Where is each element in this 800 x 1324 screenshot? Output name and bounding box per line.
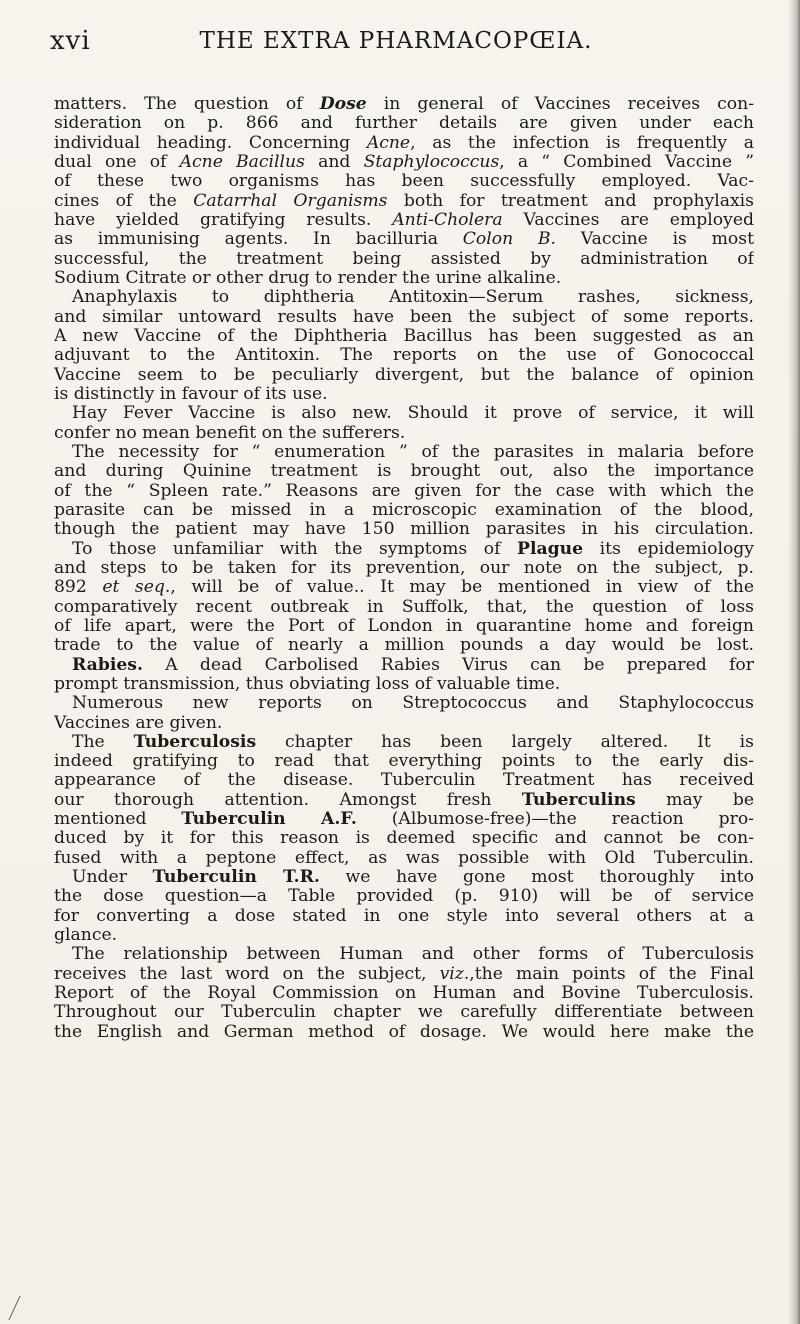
- text-segment: glance.: [54, 926, 118, 946]
- text-segment: Vaccines are given.: [54, 713, 223, 733]
- text-line: [54, 733, 754, 752]
- text-segment: receives the last word on the subject,: [54, 964, 440, 984]
- text-segment: 892: [54, 578, 103, 598]
- text-segment: comparatively recent outbreak in Suffolk, that, the question of loss: [54, 597, 754, 617]
- text-segment: and during Quinine treatment is brought out, also the importance: [54, 462, 754, 482]
- text-segment: viz.: [439, 964, 470, 984]
- text-segment: may be: [635, 790, 754, 810]
- text-line: [54, 907, 754, 926]
- text-line: [54, 308, 754, 327]
- text-line: [54, 868, 754, 887]
- text-line: [54, 945, 754, 964]
- text-line: [54, 926, 754, 945]
- text-line: [54, 540, 754, 559]
- text-line: [54, 578, 754, 597]
- text-line: [54, 791, 754, 810]
- text-segment: though the patient may have 150 million parasites in his circulation.: [54, 520, 754, 540]
- body-text: [54, 95, 754, 1042]
- text-segment: the English and German method of dosage. We would here make the: [54, 1022, 754, 1042]
- text-segment: Vaccine is most: [556, 230, 754, 250]
- text-segment: of the “ Spleen rate.” Reasons are given for the case with which the: [54, 481, 754, 501]
- text-segment: A dead Carbolised Rabies Virus can be prepared for: [142, 655, 754, 675]
- text-segment: Acne: [366, 133, 411, 153]
- text-segment: dual one of: [54, 152, 180, 172]
- text-line: [54, 288, 754, 307]
- text-segment: matters. The question of: [54, 95, 320, 114]
- text-segment: , will be of value.. It may be mentioned in view of the: [170, 578, 754, 598]
- text-line: [54, 829, 754, 848]
- text-segment: we have gone most thoroughly into: [319, 868, 754, 888]
- text-segment: cines of the: [54, 191, 194, 211]
- text-segment: and similar untoward results have been the subject of some reports.: [54, 307, 754, 327]
- text-line: [54, 771, 754, 790]
- text-line: [54, 965, 754, 984]
- text-segment: Plague: [517, 539, 584, 559]
- text-line: [54, 482, 754, 501]
- text-segment: Anti-Cholera: [392, 210, 503, 230]
- text-segment: , a “ Combined Vaccine ”: [499, 152, 754, 172]
- text-segment: indeed gratifying to read that everything points to the early dis-: [54, 752, 754, 772]
- text-segment: Acne Bacillus: [179, 152, 305, 172]
- text-line: [54, 1003, 754, 1022]
- text-segment: Report of the Royal Commission on Human and Bovine Tuberculosis.: [54, 984, 754, 1004]
- text-segment: individual heading. Concerning: [54, 133, 367, 153]
- text-line: [54, 887, 754, 906]
- text-segment: adjuvant to the Antitoxin. The reports on the use of Gonococcal: [54, 346, 754, 366]
- text-segment: Tuberculosis: [133, 732, 257, 752]
- text-segment: both for treatment and prophylaxis: [387, 191, 754, 211]
- text-segment: Sodium Citrate or other drug to render the urine alkaline.: [54, 268, 562, 288]
- text-line: [54, 211, 754, 230]
- text-segment: the dose question—a Table provided (p. 910) will be of service: [54, 887, 754, 907]
- text-segment: Dose: [319, 95, 367, 114]
- text-segment: Vaccine seem to be peculiarly divergent, but the balance of opinion: [54, 365, 754, 385]
- text-segment: Staphylococcus: [363, 152, 500, 172]
- text-line: [54, 656, 754, 675]
- text-segment: Tuberculin T.R.: [152, 868, 320, 888]
- text-segment: Numerous new reports on Streptococcus and Staphylococcus: [72, 694, 754, 714]
- text-segment: The relationship between Human and other forms of Tuberculosis: [72, 945, 754, 965]
- text-segment: and steps to be taken for its prevention, our note on the subject, p.: [54, 558, 754, 578]
- text-segment: and: [304, 152, 364, 172]
- text-segment: mentioned: [54, 810, 182, 830]
- margin-mark: [8, 1296, 34, 1320]
- text-segment: The necessity for “ enumeration ” of the parasites in malaria before: [72, 442, 754, 462]
- text-segment: have yielded gratifying results.: [54, 210, 393, 230]
- text-segment: The: [72, 732, 134, 752]
- running-title: THE EXTRA PHARMACOPŒIA.: [199, 28, 593, 54]
- text-line: [54, 153, 754, 172]
- text-segment: successful, the treatment being assisted by administration of: [54, 249, 754, 269]
- text-line: [54, 462, 754, 481]
- text-segment: Under: [72, 868, 153, 888]
- text-line: [54, 114, 754, 133]
- text-segment: Throughout our Tuberculin chapter we carefully differentiate between: [54, 1003, 754, 1023]
- text-segment: chapter has been largely altered. It is: [256, 732, 754, 752]
- text-segment: Vaccines are employed: [502, 210, 754, 230]
- text-line: [54, 984, 754, 1003]
- text-line: [54, 346, 754, 365]
- text-segment: trade to the value of nearly a million pounds a day would be lost.: [54, 636, 754, 656]
- text-line: [54, 752, 754, 771]
- text-segment: , as the infection is frequently a: [410, 133, 754, 153]
- text-segment: Colon B.: [462, 230, 557, 250]
- text-line: [54, 250, 754, 269]
- text-segment: of life apart, were the Port of London in quarantine home and foreign: [54, 616, 754, 636]
- text-line: [54, 385, 754, 404]
- text-line: [54, 366, 754, 385]
- text-line: [54, 1023, 754, 1042]
- text-segment: duced by it for this reason is deemed specific and cannot be con-: [54, 829, 754, 849]
- text-line: [54, 675, 754, 694]
- text-segment: To those unfamiliar with the symptoms of: [72, 539, 518, 559]
- text-line: [54, 849, 754, 868]
- text-segment: its epidemiology: [583, 539, 754, 559]
- page-number: xvi: [50, 26, 91, 56]
- text-segment: ,the main points of the Final: [469, 964, 754, 984]
- text-segment: is distinctly in favour of its use.: [54, 384, 328, 404]
- text-segment: as immunising agents. In bacilluria: [54, 230, 463, 250]
- text-segment: fused with a peptone effect, as was possible with Old Tuberculin.: [54, 848, 754, 868]
- text-line: [54, 443, 754, 462]
- text-segment: our thorough attention. Amongst fresh: [54, 790, 522, 810]
- text-segment: et seq.: [102, 578, 171, 598]
- text-line: [54, 404, 754, 423]
- text-line: [54, 617, 754, 636]
- text-segment: Tuberculin A.F.: [181, 810, 357, 830]
- text-line: [54, 694, 754, 713]
- text-segment: of these two organisms has been successfully employed. Vac-: [54, 172, 754, 192]
- text-line: [54, 172, 754, 191]
- text-segment: sideration on p. 866 and further details are given under each: [54, 114, 754, 134]
- text-line: [54, 636, 754, 655]
- text-line: [54, 520, 754, 539]
- text-line: [54, 810, 754, 829]
- page-header: [50, 26, 742, 66]
- text-segment: Hay Fever Vaccine is also new. Should it prove of service, it will: [72, 404, 754, 424]
- text-line: [54, 424, 754, 443]
- text-segment: Catarrhal Organisms: [193, 191, 388, 211]
- text-segment: Tuberculins: [521, 790, 636, 810]
- text-line: [54, 134, 754, 153]
- page-edge-shadow: [788, 0, 800, 1324]
- text-segment: (Albumose-free)—the reaction pro-: [356, 810, 754, 830]
- text-segment: A new Vaccine of the Diphtheria Bacillus has been suggested as an: [54, 326, 754, 346]
- text-line: [54, 230, 754, 249]
- text-line: [54, 269, 754, 288]
- text-line: [54, 714, 754, 733]
- text-line: [54, 95, 754, 114]
- text-line: [54, 501, 754, 520]
- text-line: [54, 327, 754, 346]
- text-segment: in general of Vaccines receives con-: [366, 95, 754, 114]
- text-segment: appearance of the disease. Tuberculin Treatment has received: [54, 771, 754, 791]
- text-line: [54, 559, 754, 578]
- text-segment: Anaphylaxis to diphtheria Antitoxin—Serum rashes, sickness,: [72, 288, 754, 308]
- text-line: [54, 598, 754, 617]
- text-line: [54, 192, 754, 211]
- text-segment: Rabies.: [72, 655, 143, 675]
- text-segment: for converting a dose stated in one style into several others at a: [54, 906, 754, 926]
- text-segment: prompt transmission, thus obviating loss of valuable time.: [54, 674, 561, 694]
- text-segment: parasite can be missed in a microscopic examination of the blood,: [54, 500, 754, 520]
- text-segment: confer no mean benefit on the sufferers.: [54, 423, 406, 443]
